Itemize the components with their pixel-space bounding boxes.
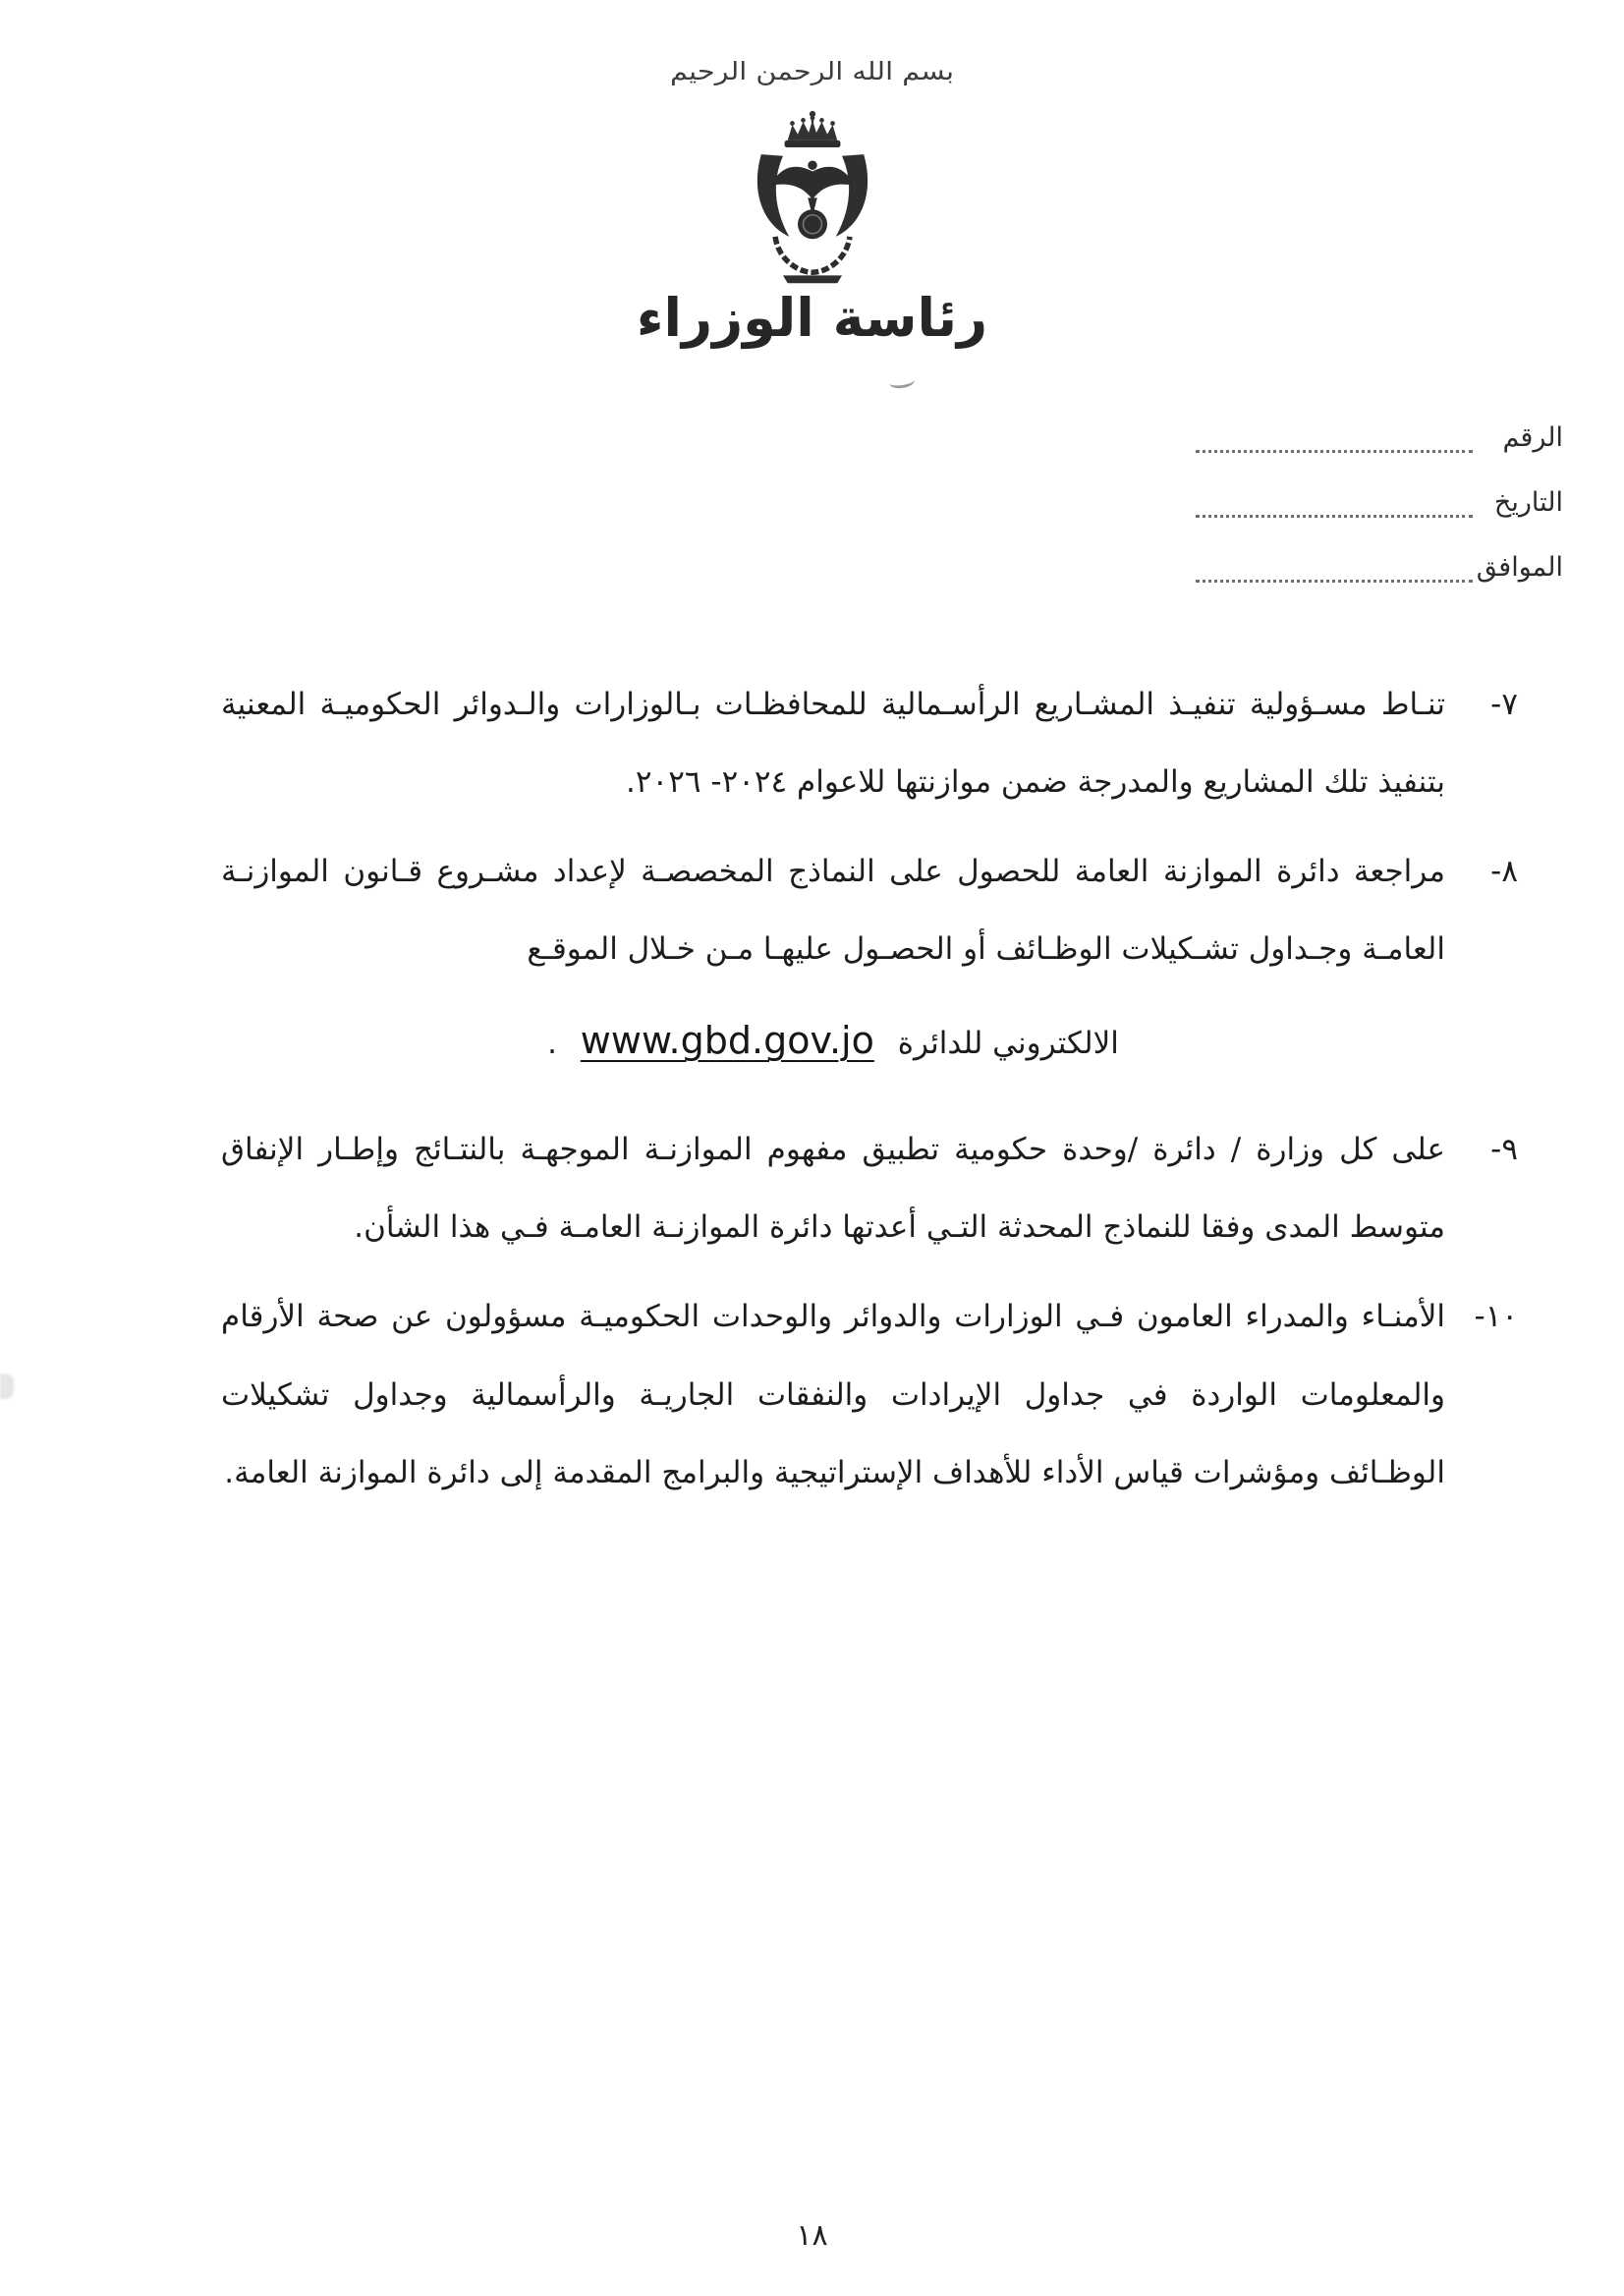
- item-number: ١٠-: [1474, 1299, 1518, 1335]
- scan-artifact: [0, 1373, 14, 1399]
- bismillah-calligraphy: بسم الله الرحمن الرحيم: [670, 57, 954, 85]
- item-text: على كل وزارة / دائرة /وحدة حكومية تطبيق مفهوم الموازنـة الموجهـة بالنتـائج وإطـار الإنفاق متوسط المدى وفقا للنماذج المحدثة التـي أعدتها دائرة الموازنـة العامـة فـي هذا الشأن.: [221, 1132, 1445, 1246]
- item-body: [221, 666, 1445, 821]
- list-item-7: [221, 666, 1518, 821]
- number-field-dotted-line: [1196, 420, 1473, 453]
- item-text: تنـاط مسـؤولية تنفيـذ المشـاريع الرأسـمالية للمحافظـات بـالوزارات والـدوائر الحكوميـة المعنية بتنفيذ تلك المشاريع والمدرجة ضمن موازنتها للاعوام ٢٠٢٤- ٢٠٢٦.: [221, 687, 1445, 801]
- list-item-9: [221, 1111, 1518, 1266]
- item-number: ٧-: [1490, 687, 1518, 722]
- website-line: [221, 996, 1445, 1086]
- item-body: [221, 833, 1445, 1099]
- list-item-10: [221, 1278, 1518, 1511]
- list-item-8: [221, 833, 1518, 1099]
- date-field-label: التاريخ: [1493, 487, 1563, 518]
- number-field-label: الرقم: [1502, 422, 1563, 453]
- letterhead-title: رئاسة الوزراء: [636, 287, 988, 349]
- website-line-suffix: .: [547, 1026, 557, 1062]
- item-text: الأمنـاء والمدراء العامون فـي الوزارات والدوائر والوحدات الحكوميـة مسؤولون عن صحة الأرقام والمعلومات الواردة في جداول الإيرادات والنفقات الجاريـة والرأسمالية وجداول تشكيلات الوظـائف ومؤشرات قياس الأداء للأهداف الإستراتيجية والبرامج المقدمة إلى دائرة الموازنة العامة.: [221, 1299, 1445, 1490]
- date-field-row: [1190, 485, 1563, 518]
- calligraphy-flourish: [888, 373, 916, 389]
- jordan-coat-of-arms-icon: [735, 106, 890, 285]
- number-field-row: [1190, 420, 1563, 453]
- item-body: [221, 1111, 1445, 1266]
- date-field-dotted-line: [1196, 485, 1473, 518]
- reference-fields: [1190, 420, 1563, 615]
- coat-of-arms-container: [0, 106, 1624, 285]
- item-body: [221, 1278, 1445, 1511]
- corresponding-field-dotted-line: [1196, 550, 1473, 583]
- page-number: ١٨: [796, 2218, 828, 2253]
- item-number: ٨-: [1490, 854, 1518, 890]
- item-text: مراجعة دائرة الموازنة العامة للحصول على النماذج المخصصـة لإعداد مشـروع قـانون الموازنـة العامـة وجـداول تشـكيلات الوظـائف أو الحصـول عليهـا مـن خـلال الموقـع: [221, 854, 1445, 968]
- corresponding-field-row: [1190, 550, 1563, 583]
- item-number: ٩-: [1490, 1132, 1518, 1168]
- website-line-prefix: الالكتروني للدائرة: [897, 1026, 1119, 1062]
- corresponding-field-label: الموافق: [1476, 552, 1563, 583]
- website-link[interactable]: www.gbd.gov.jo: [580, 1019, 874, 1063]
- body-text: [221, 666, 1518, 1524]
